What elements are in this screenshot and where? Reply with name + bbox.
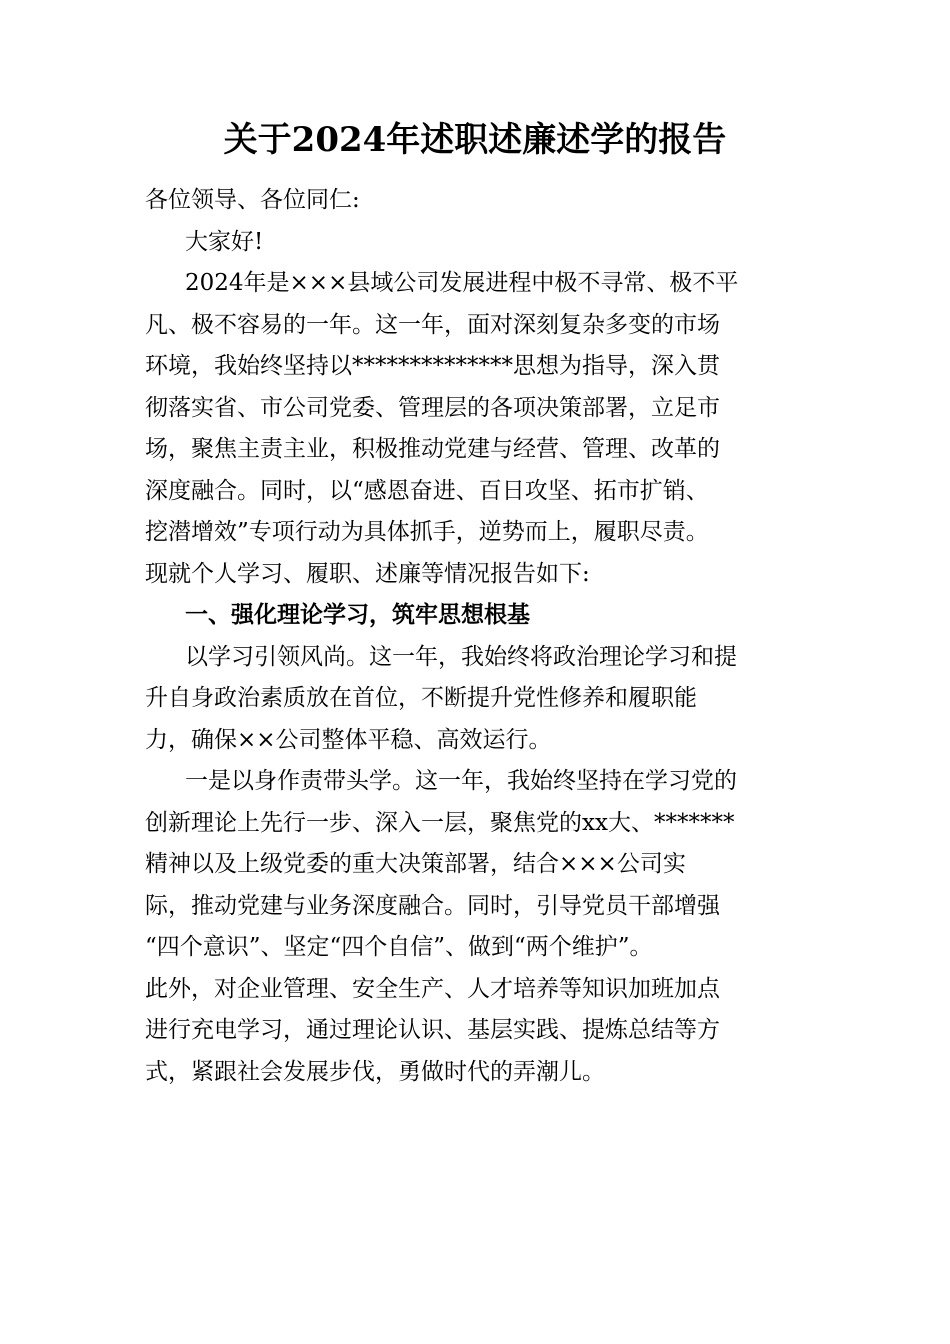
paragraph-2 bbox=[145, 637, 815, 762]
paragraph-line: 一是以身作责带头学。这一年，我始终坚持在学习党的 bbox=[185, 768, 737, 794]
paragraph-line: 深度融合。同时，以“感恩奋进、百日攻坚、拓市扩销、 bbox=[145, 477, 709, 504]
greeting: 大家好! bbox=[185, 228, 264, 255]
paragraph-line: 力，确保××公司整体平稳、高效运行。 bbox=[145, 726, 552, 753]
paragraph-line: 此外，对企业管理、安全生产、人才培养等知识加班加点 bbox=[145, 975, 720, 1002]
paragraph-line: 精神以及上级党委的重大决策部署，结合×××公司实 bbox=[145, 851, 686, 877]
paragraph-line: 以学习引领风尚。这一年，我始终将政治理论学习和提 bbox=[185, 643, 737, 670]
paragraph-line: 升自身政治素质放在首位，不断提升党性修养和履职能 bbox=[145, 685, 697, 711]
paragraph-line: 创新理论上先行一步、深入一层，聚焦党的xx大、******* bbox=[145, 809, 735, 836]
paragraph-line: 进行充电学习，通过理论认识、基层实践、提炼总结等方 bbox=[145, 1017, 720, 1043]
paragraph-line: 现就个人学习、履职、述廉等情况报告如下: bbox=[145, 560, 590, 587]
paragraph-1 bbox=[145, 263, 815, 595]
paragraph-line: 彻落实省、市公司党委、管理层的各项决策部署，立足市 bbox=[145, 394, 720, 421]
paragraph-line: “四个意识”、坚定“四个自信”、做到“两个维护”。 bbox=[145, 934, 653, 960]
paragraph-line: 场，聚焦主责主业，积极推动党建与经营、管理、改革的 bbox=[145, 436, 720, 462]
paragraph-line: 式，紧跟社会发展步伐，勇做时代的弄潮儿。 bbox=[145, 1058, 605, 1085]
paragraph-line: 凡、极不容易的一年。这一年，面对深刻复杂多变的市场 bbox=[145, 311, 720, 338]
salutation: 各位领导、各位同仁: bbox=[145, 187, 360, 213]
paragraph-line: 挖潜增效”专项行动为具体抓手，逆势而上，履职尽责。 bbox=[145, 519, 709, 545]
paragraph-line: 际，推动党建与业务深度融合。同时，引导党员干部增强 bbox=[145, 892, 720, 919]
paragraph-3 bbox=[145, 761, 815, 1093]
section-heading: 一、强化理论学习，筑牢思想根基 bbox=[185, 602, 530, 628]
document-title: 关于2024年述职述廉述学的报告 bbox=[223, 120, 727, 160]
paragraph-line: 2024年是×××县域公司发展进程中极不寻常、极不平 bbox=[185, 270, 739, 296]
paragraph-line: 环境，我始终坚持以**************思想为指导，深入贯 bbox=[145, 353, 720, 379]
document-body bbox=[145, 180, 815, 1093]
